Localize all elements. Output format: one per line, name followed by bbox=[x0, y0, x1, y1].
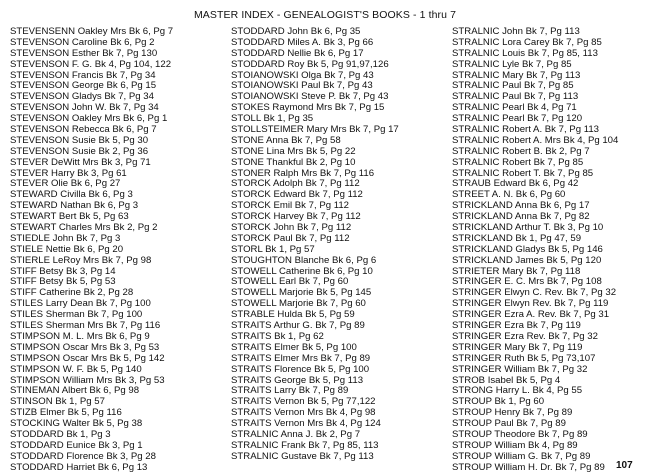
index-entry: STRALNIC Lora Carey Bk 7, Pg 85 bbox=[452, 37, 602, 48]
index-entry: STREET A. N. Bk 6, Pg 60 bbox=[452, 190, 566, 201]
index-entry: STRALNIC Robert A. Mrs Bk 4, Pg 104 bbox=[452, 135, 619, 146]
index-entry: STONE Thankful Bk 2, Pg 10 bbox=[231, 157, 356, 168]
index-entry: STIMPSON W. F. Bk 5, Pg 140 bbox=[10, 364, 142, 375]
index-entry: STROUP Henry Bk 7, Pg 89 bbox=[452, 408, 573, 419]
index-entry: STONE Anna Bk 7, Pg 58 bbox=[231, 135, 341, 146]
index-column-1 bbox=[10, 27, 222, 474]
index-entry: STONE Lina Mrs Bk 5, Pg 22 bbox=[231, 146, 356, 157]
index-entry: STIERLE LeRoy Mrs Bk 7, Pg 98 bbox=[10, 255, 152, 266]
index-entry: STODDARD Florence Bk 3, Pg 28 bbox=[10, 451, 156, 462]
index-entry: STRINGER Ezra Bk 7, Pg 119 bbox=[452, 321, 581, 332]
index-entry: STRICKLAND Arthur T. Bk 3, Pg 10 bbox=[452, 223, 604, 234]
index-entry: STROUP Paul Bk 7, Pg 89 bbox=[452, 419, 566, 430]
index-entry: STRAITS Florence Bk 5, Pg 100 bbox=[231, 364, 370, 375]
index-entry: STEVENSON Caroline Bk 6, Pg 2 bbox=[10, 37, 155, 48]
index-entry: STRALNIC Robert A. Bk 7, Pg 113 bbox=[452, 125, 599, 136]
index-entry: STIEDLE John Bk 7, Pg 3 bbox=[10, 233, 121, 244]
index-entry: STRALNIC Mary Bk 7, Pg 113 bbox=[452, 70, 581, 81]
index-entry: STRINGER Ezra A. Rev. Bk 7, Pg 31 bbox=[452, 310, 610, 321]
index-entry: STEWART Charles Mrs Bk 2, Pg 2 bbox=[10, 223, 158, 234]
index-entry: STRINGER Elwyn C. Rev. Bk 7, Pg 32 bbox=[452, 288, 617, 299]
index-entry: STRAUB Edward Bk 6, Pg 42 bbox=[452, 179, 579, 190]
index-entry: STRALNIC Frank Bk 7, Pg 85, 113 bbox=[231, 440, 379, 451]
index-entry: STOWELL Catherine Bk 6, Pg 10 bbox=[231, 266, 373, 277]
index-entry: STIZB Elmer Bk 5, Pg 116 bbox=[10, 408, 122, 419]
index-entry: STROUP Theodore Bk 7, Pg 89 bbox=[452, 429, 588, 440]
index-entry: STOIANOWSKI Paul Bk 7, Pg 43 bbox=[231, 81, 373, 92]
index-entry: STINEMAN Albert Bk 6, Pg 98 bbox=[10, 386, 140, 397]
index-entry: STRAITS Larry Bk 7, Pg 89 bbox=[231, 386, 349, 397]
index-entry: STOWELL Marjorie Bk 7, Pg 60 bbox=[231, 299, 366, 310]
index-entry: STRAITS Vernon Mrs Bk 4, Pg 98 bbox=[231, 408, 376, 419]
index-entry: STODDARD Harriet Bk 6, Pg 13 bbox=[10, 462, 148, 473]
index-entry: STOUGHTON Blanche Bk 6, Pg 6 bbox=[231, 255, 377, 266]
index-entry: STEVENSON Francis Bk 7, Pg 34 bbox=[10, 70, 156, 81]
index-entry: STRAITS Elmer Bk 5, Pg 100 bbox=[231, 342, 357, 353]
index-entry: STODDARD John Bk 6, Pg 35 bbox=[231, 27, 361, 37]
index-entry: STRICKLAND Gladys Bk 5, Pg 146 bbox=[452, 244, 603, 255]
index-entry: STEVER Harry Bk 3, Pg 61 bbox=[10, 168, 127, 179]
index-entry: STRALNIC Robert T. Bk 7, Pg 85 bbox=[452, 168, 594, 179]
index-entry: STRALNIC Anna J. Bk 2, Pg 7 bbox=[231, 429, 361, 440]
index-entry: STRALNIC Robert B. Bk 2, Pg 7 bbox=[452, 146, 590, 157]
index-entry: STROB Isabel Bk 5, Pg 4 bbox=[452, 375, 561, 386]
page-title: MASTER INDEX - GENEALOGIST'S BOOKS - 1 thru 7 bbox=[193, 9, 457, 21]
index-entry: STRALNIC Gustave Bk 7, Pg 113 bbox=[231, 451, 374, 462]
index-entry: STEVER DeWitt Mrs Bk 3, Pg 71 bbox=[10, 157, 151, 168]
index-entry: STRAITS Elmer Mrs Bk 7, Pg 89 bbox=[231, 353, 371, 364]
index-entry: STOWELL Marjorie Bk 5, Pg 145 bbox=[231, 288, 372, 299]
index-entry: STRALNIC Louis Bk 7, Pg 85, 113 bbox=[452, 48, 598, 59]
index-entry: STRALNIC Paul Bk 7, Pg 85 bbox=[452, 81, 574, 92]
index-entry: STODDARD Eunice Bk 3, Pg 1 bbox=[10, 440, 143, 451]
index-entry: STRICKLAND James Bk 5, Pg 120 bbox=[452, 255, 602, 266]
index-entry: STRALNIC Lyle Bk 7, Pg 85 bbox=[452, 59, 572, 70]
index-entry: STILES Sherman Bk 7, Pg 100 bbox=[10, 310, 143, 321]
index-entry: STRAITS Arthur G. Bk 7, Pg 89 bbox=[231, 321, 365, 332]
index-entry: STORCK Edward Bk 7, Pg 112 bbox=[231, 190, 363, 201]
index-entry: STRICKLAND Anna Bk 7, Pg 82 bbox=[452, 212, 590, 223]
index-entry: STEWARD Civilla Bk 6, Pg 3 bbox=[10, 190, 133, 201]
index-entry: STEVER Olie Bk 6, Pg 27 bbox=[10, 179, 121, 190]
index-entry: STEVENSON Esther Bk 7, Pg 130 bbox=[10, 48, 158, 59]
index-entry: STOCKING Walter Bk 5, Pg 38 bbox=[10, 419, 143, 430]
index-entry: STRAITS Vernon Bk 5, Pg 77,122 bbox=[231, 397, 376, 408]
index-entry: STROUP Bk 1, Pg 60 bbox=[452, 397, 545, 408]
index-entry: STRALNIC Paul Bk 7, Pg 113 bbox=[452, 92, 579, 103]
index-entry: STOKES Raymond Mrs Bk 7, Pg 15 bbox=[231, 103, 385, 114]
index-entry: STRICKLAND Bk 1, Pg 47, 59 bbox=[452, 233, 582, 244]
index-entry: STRINGER E. C. Mrs Bk 7, Pg 108 bbox=[452, 277, 602, 288]
index-entry: STODDARD Bk 1, Pg 3 bbox=[10, 429, 111, 440]
index-entry: STRINGER William Bk 7, Pg 32 bbox=[452, 364, 588, 375]
index-entry: STIFF Betsy Bk 3, Pg 14 bbox=[10, 266, 116, 277]
index-entry: STODDARD Roy Bk 5, Pg 91,97,126 bbox=[231, 59, 389, 70]
index-entry: STEVENSON F. G. Bk 4, Pg 104, 122 bbox=[10, 59, 172, 70]
index-entry: STRALNIC Pearl Bk 4, Pg 71 bbox=[452, 103, 577, 114]
index-entry: STRAITS Bk 1, Pg 62 bbox=[231, 331, 324, 342]
index-entry: STRIETER Mary Bk 7, Pg 118 bbox=[452, 266, 581, 277]
index-entry: STOLL Bk 1, Pg 35 bbox=[231, 114, 314, 125]
index-entry: STOWELL Earl Bk 7, Pg 60 bbox=[231, 277, 349, 288]
index-entry: STRAITS Vernon Mrs Bk 4, Pg 124 bbox=[231, 419, 381, 430]
index-entry: STORL Bk 1, Pg 57 bbox=[231, 244, 315, 255]
index-entry: STODDARD Nellie Bk 6, Pg 17 bbox=[231, 48, 364, 59]
index-entry: STORCK John Bk 7, Pg 112 bbox=[231, 223, 352, 234]
index-entry: STROUP William Bk 4, Pg 89 bbox=[452, 440, 578, 451]
index-entry: STIFF Betsy Bk 5, Pg 53 bbox=[10, 277, 116, 288]
index-entry: STINSON Bk 1, Pg 57 bbox=[10, 397, 105, 408]
index-entry: STEWART Bert Bk 5, Pg 63 bbox=[10, 212, 129, 223]
index-entry: STEVENSON John W. Bk 7, Pg 34 bbox=[10, 103, 159, 114]
index-entry: STRALNIC Robert Bk 7, Pg 85 bbox=[452, 157, 584, 168]
index-entry: STRALNIC Pearl Bk 7, Pg 120 bbox=[452, 114, 583, 125]
index-entry: STROUP William G. Bk 7, Pg 89 bbox=[452, 451, 591, 462]
index-entry: STILES Larry Dean Bk 7, Pg 100 bbox=[10, 299, 151, 310]
index-entry: STIMPSON William Mrs Bk 3, Pg 53 bbox=[10, 375, 165, 386]
index-entry: STEWARD Nathan Bk 6, Pg 3 bbox=[10, 201, 139, 212]
index-entry: STIFF Catherine Bk 2, Pg 28 bbox=[10, 288, 134, 299]
index-entry: STORCK Paul Bk 7, Pg 112 bbox=[231, 233, 350, 244]
index-entry: STRONG Harry L. Bk 4, Pg 55 bbox=[452, 386, 583, 397]
index-entry: STODDARD Miles A. Bk 3, Pg 66 bbox=[231, 37, 374, 48]
index-entry: STRINGER Mary Bk 7, Pg 119 bbox=[452, 342, 583, 353]
index-entry: STRICKLAND Anna Bk 6, Pg 17 bbox=[452, 201, 590, 212]
index-entry: STEVENSON Rebecca Bk 6, Pg 7 bbox=[10, 125, 157, 136]
index-entry: STORCK Adolph Bk 7, Pg 112 bbox=[231, 179, 360, 190]
index-entry: STIMPSON Oscar Mrs Bk 3, Pg 53 bbox=[10, 342, 160, 353]
index-entry: STOIANOWSKI Olga Bk 7, Pg 43 bbox=[231, 70, 374, 81]
index-entry: STRALNIC John Bk 7, Pg 113 bbox=[452, 27, 580, 37]
index-entry: STEVENSON Susie Bk 5, Pg 30 bbox=[10, 135, 149, 146]
index-entry: STEVENSON Oakley Mrs Bk 6, Pg 1 bbox=[10, 114, 168, 125]
index-entry: STEVENSON Susie Bk 2, Pg 36 bbox=[10, 146, 149, 157]
index-entry: STIELE Nettie Bk 6, Pg 20 bbox=[10, 244, 124, 255]
index-entry: STORCK Harvey Bk 7, Pg 112 bbox=[231, 212, 361, 223]
index-entry: STIMPSON M. L. Mrs Bk 6, Pg 9 bbox=[10, 331, 150, 342]
index-column-2 bbox=[231, 27, 443, 463]
index-entry: STEVENSON George Bk 6, Pg 15 bbox=[10, 81, 157, 92]
index-entry: STORCK Emil Bk 7, Pg 112 bbox=[231, 201, 350, 212]
index-entry: STRAITS George Bk 5, Pg 113 bbox=[231, 375, 364, 386]
index-entry: STOLLSTEIMER Mary Mrs Bk 7, Pg 17 bbox=[231, 125, 399, 136]
index-entry: STEVENSENN Oakley Mrs Bk 6, Pg 7 bbox=[10, 27, 174, 37]
page-number: 107 bbox=[616, 460, 633, 471]
index-entry: STRINGER Elwyn Rev. Bk 7, Pg 119 bbox=[452, 299, 609, 310]
index-entry: STRABLE Hulda Bk 5, Pg 59 bbox=[231, 310, 355, 321]
index-entry: STIMPSON Oscar Mrs Bk 5, Pg 142 bbox=[10, 353, 165, 364]
index-column-3 bbox=[452, 27, 650, 474]
index-entry: STRINGER Ezra Rev. Bk 7, Pg 32 bbox=[452, 331, 598, 342]
index-entry: STEVENSON Gladys Bk 7, Pg 34 bbox=[10, 92, 154, 103]
index-entry: STONER Ralph Mrs Bk 7, Pg 116 bbox=[231, 168, 375, 179]
index-entry: STRINGER Ruth Bk 5, Pg 73,107 bbox=[452, 353, 596, 364]
index-entry: STROUP William H. Dr. Bk 7, Pg 89 bbox=[452, 462, 605, 473]
index-entry: STOIANOWSKI Steve P. Bk 7, Pg 43 bbox=[231, 92, 389, 103]
index-entry: STILES Sherman Mrs Bk 7, Pg 116 bbox=[10, 321, 161, 332]
